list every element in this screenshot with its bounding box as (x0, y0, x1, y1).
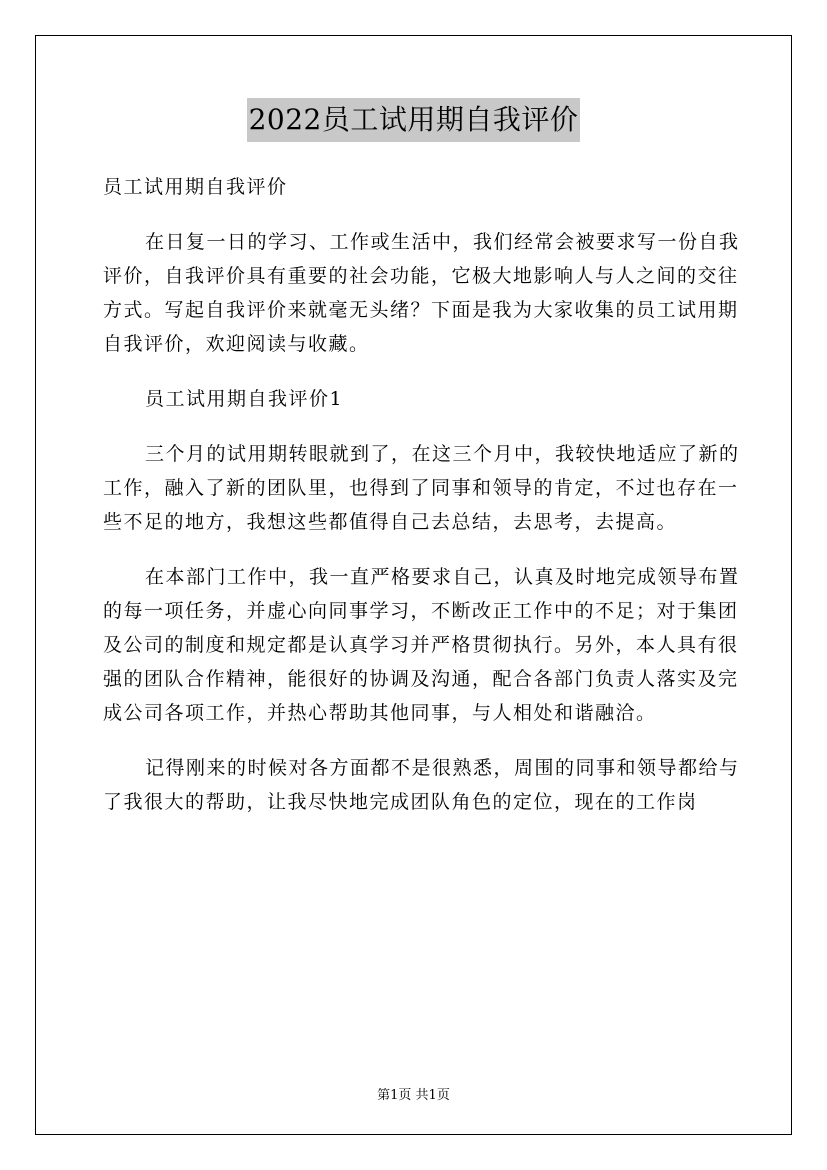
body-paragraph: 在本部门工作中，我一直严格要求自己，认真及时地完成领导布置的每一项任务，并虚心向同事学习，不断改正工作中的不足；对于集团及公司的制度和规定都是认真学习并严格贯彻执行。另外，本人具有很强的团队合作精神，能很好的协调及沟通，配合各部门负责人落实及完成公司各项工作，并热心帮助其他同事，与人相处和谐融洽。 (103, 566, 740, 724)
subsection-heading: 员工试用期自我评价1 (145, 388, 344, 410)
document-body (103, 170, 743, 840)
section-heading: 员工试用期自我评价 (103, 176, 288, 198)
body-paragraph: 三个月的试用期转眼就到了，在这三个月中，我较快地适应了新的工作，融入了新的团队里，也得到了同事和领导的肯定，不过也存在一些不足的地方，我想这些都值得自己去总结，去思考，去提高。 (103, 443, 740, 533)
page-title: 2022员工试用期自我评价 (247, 98, 581, 142)
page-footer: 第1页 共1页 (377, 1088, 450, 1103)
body-paragraph: 记得刚来的时候对各方面都不是很熟悉，周围的同事和领导都给与了我很大的帮助，让我尽快地完成团队角色的定位，现在的工作岗 (103, 757, 740, 813)
title-container (0, 98, 827, 142)
intro-paragraph: 在日复一日的学习、工作或生活中，我们经常会被要求写一份自我评价，自我评价具有重要的社会功能，它极大地影响人与人之间的交往方式。写起自我评价来就毫无头绪？下面是我为大家收集的员工试用期自我评价，欢迎阅读与收藏。 (103, 231, 740, 355)
